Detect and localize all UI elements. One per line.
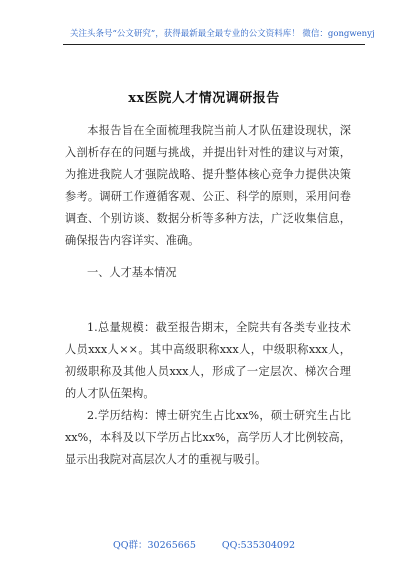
header-banner[interactable]: 关注头条号“公文研究”，获得最新最全最专业的公文资料库！ 微信：gongwenyj (70, 29, 375, 39)
intro-text: 本报告旨在全面梳理我院当前人才队伍建设现状，深入剖析存在的问题与挑战，并提出针对性的建议与对策，为推进我院人才强院战略、提升整体核心竞争力提供决策参考。调研工作遵循客观、公正、科学的原则，采用问卷调查、个别访谈、数据分析等多种方法，广泛收集信息，确保报告内容详实、准确。 (65, 124, 351, 247)
qq-link[interactable]: QQ:535304092 (221, 540, 296, 551)
education-structure-paragraph (65, 405, 351, 471)
education-structure-text: 2.学历结构：博士研究生占比xx%，硕士研究生占比xx%，本科及以下学历占比xx%，高学历人才比例较高，显示出我院对高层次人才的重视与吸引。 (65, 409, 351, 466)
footer-contact (0, 537, 408, 551)
section-heading (65, 262, 351, 284)
document-title: xx医院人才情况调研报告 (128, 91, 280, 106)
total-scale-paragraph (65, 317, 351, 405)
qq-group-link[interactable]: QQ群：30265665 (112, 540, 196, 551)
header-divider (63, 44, 365, 45)
section-heading-text: 一、人才基本情况 (87, 266, 177, 279)
total-scale-text: 1.总量规模：截至报告期末，全院共有各类专业技术人员xxx人××。其中高级职称xxx人，中级职称xxx人，初级职称及其他人员xxx人，形成了一定层次、梯次合理的人才队伍架构。 (65, 321, 351, 400)
intro-paragraph (65, 120, 351, 252)
